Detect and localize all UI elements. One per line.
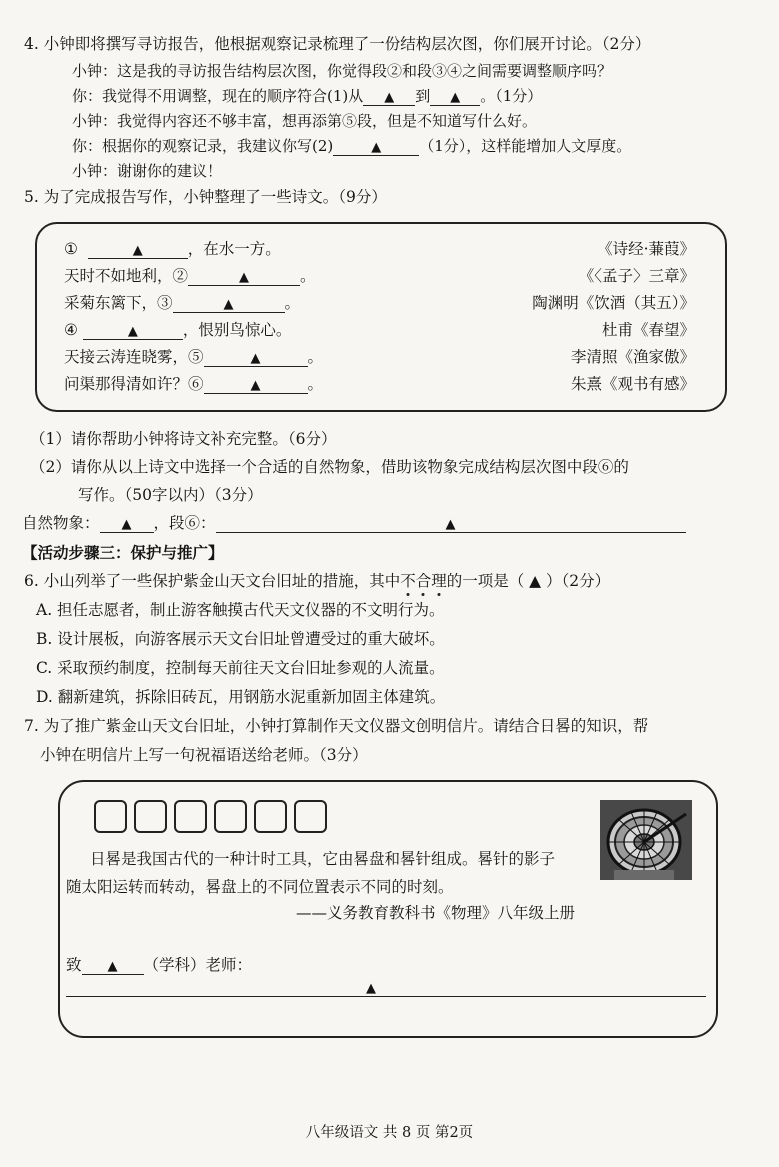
q4-dialog-2 (72, 87, 542, 106)
natural-object-blank[interactable] (100, 515, 154, 533)
q4-dialog-4-post: （1分），这样能增加人文厚度。 (419, 137, 632, 155)
poem-2-post: 。 (300, 267, 316, 285)
q4-dialog-2-pre: 你：我觉得不用调整，现在的顺序符合(1)从 (72, 87, 364, 105)
postal-code-box[interactable] (254, 800, 287, 833)
q4-dialog-1: 小钟：这是我的寻访报告结构层次图，你觉得段②和段③④之间需要调整顺序吗？ (72, 62, 613, 80)
poem-source-3: 陶渊明《饮酒（其五）》 (532, 294, 695, 312)
q4-blank-to[interactable] (430, 88, 480, 106)
postal-code-box[interactable] (174, 800, 207, 833)
poem-source-4: 杜甫《春望》 (601, 321, 695, 339)
postcard-text-1: 日晷是我国古代的一种计时工具，它由晷盘和晷针组成。晷针的影子 (90, 850, 556, 868)
poem-blank-1[interactable] (88, 241, 188, 259)
poem-line-3 (64, 294, 300, 313)
greeting-to: 致 (66, 956, 82, 974)
poem-line-6 (64, 375, 323, 394)
q5-sub1: （1）请你帮助小钟将诗文补充完整。（6分） (30, 430, 337, 448)
postcard-greeting (66, 956, 252, 975)
poem-3-pre: 采菊东篱下，③ (64, 294, 173, 312)
natural-object-label: 自然物象： (22, 514, 100, 532)
q5-stem: 5. 为了完成报告写作，小钟整理了一些诗文。（9分） (24, 188, 387, 206)
answer-triangle-icon: ▲ (366, 981, 376, 996)
poem-source-6: 朱熹《观书有感》 (570, 375, 695, 393)
answer-triangle-icon: ▲ (250, 351, 261, 366)
answer-triangle-icon: ▲ (371, 140, 382, 155)
q4-blank-from[interactable] (363, 88, 415, 106)
poem-line-1 (64, 240, 281, 259)
q5-sub2-line1: （2）请你从以上诗文中选择一个合适的自然物象，借助该物象完成结构层次图中段⑥的 (30, 458, 629, 476)
poem-blank-4[interactable] (83, 322, 183, 340)
poem-source-1: 《诗经·蒹葭》 (597, 240, 695, 258)
poem-blank-3[interactable] (173, 295, 285, 313)
postal-code-box[interactable] (94, 800, 127, 833)
q4-dialog-3: 小钟：我觉得内容还不够丰富，想再添第⑤段，但是不知道写什么好。 (72, 112, 538, 130)
poem-5-pre: 天接云涛连晓雾，⑤ (64, 348, 204, 366)
paragraph-six-blank[interactable] (216, 515, 686, 533)
q4-dialog-2-mid: 到 (415, 87, 431, 105)
postal-code-boxes (94, 800, 327, 833)
postal-code-box[interactable] (134, 800, 167, 833)
paragraph-six-label: ，段⑥： (153, 514, 216, 532)
poem-blank-5[interactable] (204, 349, 308, 367)
answer-triangle-icon: ▲ (223, 297, 234, 312)
poem-3-post: 。 (284, 294, 301, 312)
activity-3-heading: 【活动步骤三：保护与推广】 (22, 543, 224, 562)
postcard-text-2: 随太阳运转而转动，晷盘上的不同位置表示不同的时刻。 (66, 878, 454, 896)
q4-blank-suggest[interactable] (333, 138, 419, 156)
poem-line-4 (64, 321, 291, 340)
poem-source-2: 《〈孟子〉三章》 (578, 267, 695, 285)
answer-triangle-icon: ▲ (127, 324, 138, 339)
q7-stem-line1: 7. 为了推广紫金山天文台旧址，小钟打算制作天文仪器文创明信片。请结合日晷的知识，帮 (24, 717, 649, 735)
blessing-answer-line[interactable] (66, 996, 706, 997)
q4-dialog-4-pre: 你：根据你的观察记录，我建议你写(2) (72, 137, 334, 155)
q6-option-d[interactable]: D. 翻新建筑，拆除旧砖瓦，用钢筋水泥重新加固主体建筑。 (36, 688, 446, 706)
q6-stem (24, 572, 610, 591)
poem-line-5 (64, 348, 323, 367)
poem-1-post: ，在水一方。 (187, 240, 281, 258)
poem-2-pre: 天时不如地利，② (64, 267, 189, 285)
postal-code-box[interactable] (214, 800, 247, 833)
q4-dialog-2-post: 。（1分） (480, 87, 543, 105)
poem-1-pre: ① (64, 240, 78, 258)
poem-4-pre: ④ (64, 321, 78, 339)
q6-stem-pre: 6. 小山列举了一些保护紫金山天文台旧址的措施，其中 (24, 572, 401, 590)
answer-triangle-icon: ▲ (250, 378, 261, 393)
q5-sub2-line2: 写作。（50字以内）（3分） (78, 486, 263, 504)
page-footer: 八年级语文 共 8 页 第2页 (305, 1125, 474, 1141)
q6-option-a[interactable]: A. 担任志愿者，制止游客触摸古代天文仪器的不文明行为。 (36, 601, 445, 619)
postcard-source: ——义务教育教科书《物理》八年级上册 (296, 904, 576, 922)
q4-dialog-4 (72, 137, 631, 156)
q4-stem: 4. 小钟即将撰写寻访报告，他根据观察记录梳理了一份结构层次图，你们展开讨论。（2分） (24, 35, 651, 53)
poem-6-pre: 问渠那得清如许？⑥ (64, 375, 204, 393)
answer-triangle-icon: ▲ (132, 243, 143, 258)
poem-blank-2[interactable] (188, 268, 300, 286)
postal-code-box[interactable] (294, 800, 327, 833)
poem-line-2 (64, 267, 316, 286)
answer-triangle-icon: ▲ (384, 90, 395, 105)
q6-emphasis (400, 572, 447, 590)
sundial-image (600, 800, 692, 880)
poem-5-post: 。 (307, 348, 324, 366)
poem-source-5: 李清照《渔家傲》 (570, 348, 695, 366)
q6-emphasis-text: 不合理 (400, 572, 447, 590)
answer-triangle-icon: ▲ (107, 959, 118, 974)
q6-option-c[interactable]: C. 采取预约制度，控制每天前往天文台旧址参观的人流量。 (36, 659, 445, 677)
q5-answer-row (22, 514, 686, 533)
answer-triangle-icon: ▲ (450, 90, 461, 105)
poem-4-post: ，恨别鸟惊心。 (182, 321, 292, 339)
answer-triangle-icon: ▲ (121, 517, 132, 532)
q4-dialog-5: 小钟：谢谢你的建议！ (72, 162, 223, 180)
blessing-answer-marker (366, 978, 376, 997)
q6-option-b[interactable]: B. 设计展板，向游客展示天文台旧址曾遭受过的重大破坏。 (36, 630, 445, 648)
poem-6-post: 。 (307, 375, 324, 393)
greeting-teacher: （学科）老师： (143, 956, 253, 974)
answer-triangle-icon: ▲ (239, 270, 250, 285)
poem-blank-6[interactable] (204, 376, 308, 394)
q7-stem-line2: 小钟在明信片上写一句祝福语送给老师。（3分） (40, 746, 368, 764)
q6-stem-post: 的一项是（ ▲ ）（2分） (446, 572, 611, 590)
subject-blank[interactable] (82, 957, 144, 975)
answer-triangle-icon: ▲ (445, 517, 456, 532)
